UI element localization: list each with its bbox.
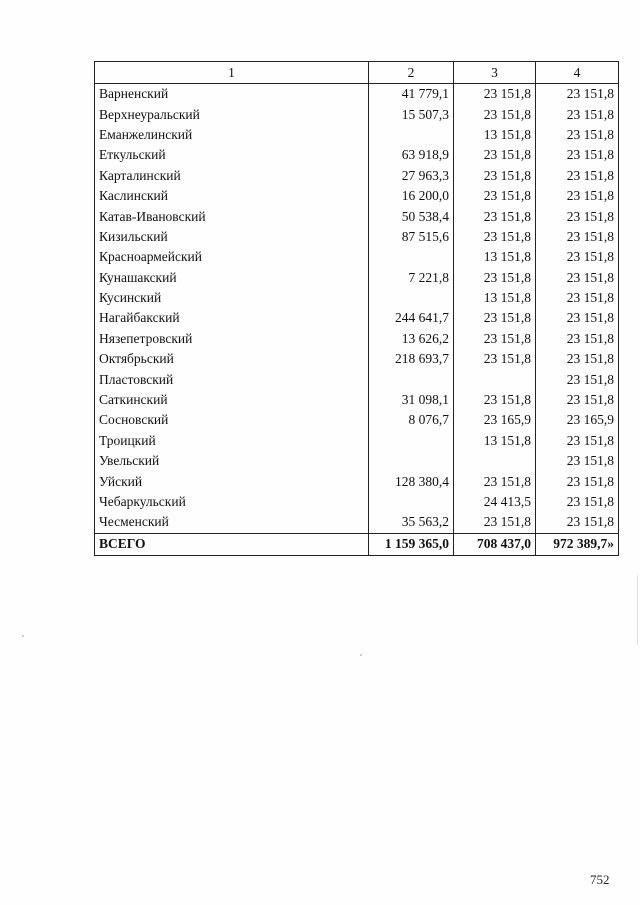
value-col-2: 50 538,4: [369, 206, 454, 226]
district-name: Пластовский: [95, 369, 369, 389]
district-name: Нязепетровский: [95, 329, 369, 349]
value-col-4: 23 151,8: [536, 451, 619, 471]
table-row: [95, 125, 619, 145]
district-name: Еманжелинский: [95, 125, 369, 145]
table-row: [95, 288, 619, 308]
total-col-3: 708 437,0: [454, 533, 536, 555]
value-col-3: 23 165,9: [454, 410, 536, 430]
district-name: Катав-Ивановский: [95, 206, 369, 226]
value-col-4: 23 151,8: [536, 329, 619, 349]
value-col-3: 23 151,8: [454, 471, 536, 491]
value-col-4: 23 151,8: [536, 492, 619, 512]
value-col-4: 23 151,8: [536, 247, 619, 267]
value-col-2: 128 380,4: [369, 471, 454, 491]
value-col-4: 23 151,8: [536, 84, 619, 105]
value-col-2: 35 563,2: [369, 512, 454, 533]
value-col-4: 23 151,8: [536, 268, 619, 288]
value-col-4: 23 151,8: [536, 206, 619, 226]
value-col-2: 27 963,3: [369, 166, 454, 186]
table-row: [95, 84, 619, 105]
table-row: [95, 206, 619, 226]
total-label: ВСЕГО: [95, 533, 369, 555]
table-row: [95, 349, 619, 369]
value-col-2: [369, 431, 454, 451]
scan-edge-mark: [637, 575, 638, 645]
table-header: [95, 62, 619, 84]
value-col-4: 23 151,8: [536, 471, 619, 491]
value-col-4: 23 151,8: [536, 125, 619, 145]
table-row: [95, 268, 619, 288]
table-row: [95, 451, 619, 471]
total-col-4: 972 389,7»: [536, 533, 619, 555]
value-col-4: 23 151,8: [536, 145, 619, 165]
value-col-2: 244 641,7: [369, 308, 454, 328]
district-name: Кусинский: [95, 288, 369, 308]
value-col-3: 23 151,8: [454, 186, 536, 206]
district-name: Саткинский: [95, 390, 369, 410]
value-col-3: 23 151,8: [454, 104, 536, 124]
district-name: Варненский: [95, 84, 369, 105]
value-col-4: 23 151,8: [536, 104, 619, 124]
value-col-3: 23 151,8: [454, 268, 536, 288]
value-col-2: 16 200,0: [369, 186, 454, 206]
district-name: Кунашакский: [95, 268, 369, 288]
table-row: [95, 145, 619, 165]
value-col-2: 31 098,1: [369, 390, 454, 410]
column-header-1: 1: [95, 62, 369, 84]
value-col-4: 23 165,9: [536, 410, 619, 430]
table-row: [95, 186, 619, 206]
value-col-3: [454, 451, 536, 471]
district-name: Чебаркульский: [95, 492, 369, 512]
value-col-4: 23 151,8: [536, 349, 619, 369]
value-col-3: 23 151,8: [454, 349, 536, 369]
column-header-2: 2: [369, 62, 454, 84]
table-row: [95, 308, 619, 328]
district-name: Еткульский: [95, 145, 369, 165]
table-row: [95, 247, 619, 267]
value-col-3: 23 151,8: [454, 308, 536, 328]
district-name: Уйский: [95, 471, 369, 491]
table-row: [95, 104, 619, 124]
value-col-4: 23 151,8: [536, 390, 619, 410]
value-col-3: 13 151,8: [454, 247, 536, 267]
value-col-3: 23 151,8: [454, 206, 536, 226]
table-row: [95, 492, 619, 512]
district-name: Кизильский: [95, 227, 369, 247]
value-col-2: 7 221,8: [369, 268, 454, 288]
district-name: Увельский: [95, 451, 369, 471]
value-col-3: 23 151,8: [454, 512, 536, 533]
header-row: [95, 62, 619, 84]
table-row: [95, 390, 619, 410]
value-col-4: 23 151,8: [536, 431, 619, 451]
table-row: [95, 166, 619, 186]
table-row: [95, 227, 619, 247]
value-col-3: 13 151,8: [454, 288, 536, 308]
district-name: Верхнеуральский: [95, 104, 369, 124]
total-col-2: 1 159 365,0: [369, 533, 454, 555]
column-header-3: 3: [454, 62, 536, 84]
value-col-4: 23 151,8: [536, 369, 619, 389]
district-name: Троицкий: [95, 431, 369, 451]
value-col-4: 23 151,8: [536, 166, 619, 186]
district-name: Каслинский: [95, 186, 369, 206]
value-col-3: [454, 369, 536, 389]
table-row: [95, 431, 619, 451]
value-col-4: 23 151,8: [536, 288, 619, 308]
value-col-2: 13 626,2: [369, 329, 454, 349]
value-col-2: [369, 451, 454, 471]
district-name: Чесменский: [95, 512, 369, 533]
value-col-2: [369, 247, 454, 267]
table-footer: [95, 533, 619, 555]
value-col-4: 23 151,8: [536, 308, 619, 328]
value-col-2: 87 515,6: [369, 227, 454, 247]
column-header-4: 4: [536, 62, 619, 84]
district-name: Сосновский: [95, 410, 369, 430]
scan-speck: [22, 635, 24, 637]
scan-speck: [360, 654, 362, 656]
table-row: [95, 369, 619, 389]
value-col-3: 23 151,8: [454, 329, 536, 349]
value-col-3: 24 413,5: [454, 492, 536, 512]
value-col-2: [369, 369, 454, 389]
value-col-3: 23 151,8: [454, 145, 536, 165]
district-name: Красноармейский: [95, 247, 369, 267]
value-col-3: 23 151,8: [454, 227, 536, 247]
district-name: Нагайбакский: [95, 308, 369, 328]
value-col-2: 8 076,7: [369, 410, 454, 430]
value-col-2: 41 779,1: [369, 84, 454, 105]
table-row: [95, 512, 619, 533]
value-col-3: 23 151,8: [454, 84, 536, 105]
value-col-3: 13 151,8: [454, 125, 536, 145]
value-col-3: 23 151,8: [454, 390, 536, 410]
value-col-2: 63 918,9: [369, 145, 454, 165]
value-col-2: [369, 125, 454, 145]
district-name: Карталинский: [95, 166, 369, 186]
value-col-3: 13 151,8: [454, 431, 536, 451]
table-row: [95, 471, 619, 491]
value-col-2: 15 507,3: [369, 104, 454, 124]
district-name: Октябрьский: [95, 349, 369, 369]
value-col-4: 23 151,8: [536, 227, 619, 247]
table-row: [95, 329, 619, 349]
value-col-2: [369, 288, 454, 308]
value-col-2: [369, 492, 454, 512]
table-body: [95, 84, 619, 534]
value-col-3: 23 151,8: [454, 166, 536, 186]
value-col-4: 23 151,8: [536, 186, 619, 206]
value-col-4: 23 151,8: [536, 512, 619, 533]
page-number: 752: [590, 872, 610, 887]
total-row: [95, 533, 619, 555]
table-row: [95, 410, 619, 430]
budget-table: [94, 61, 619, 556]
value-col-2: 218 693,7: [369, 349, 454, 369]
